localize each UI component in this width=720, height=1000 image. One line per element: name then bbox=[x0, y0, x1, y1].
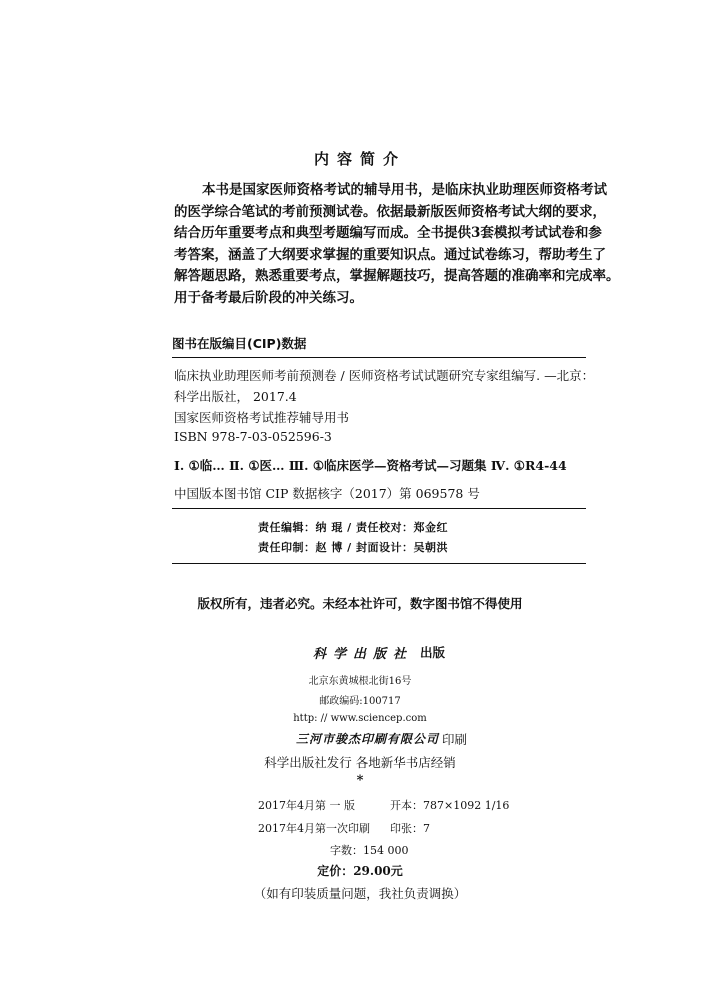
publisher-suffix: 出版 bbox=[420, 645, 446, 660]
spec-printing: 2017年4月第一次印刷 bbox=[258, 822, 370, 835]
publisher-address: 北京东黄城根北街16号 bbox=[308, 676, 412, 687]
spec-sheets: 印张：7 bbox=[390, 822, 430, 835]
spec-words: 字数：154 000 bbox=[330, 844, 409, 857]
summary-line: 本书是国家医师资格考试的辅导用书，是临床执业助理医师资格考试 bbox=[202, 182, 607, 198]
cip-classification: Ⅰ. ①临… Ⅱ. ①医… Ⅲ. ①临床医学—资格考试—习题集 Ⅳ. ①R4-44 bbox=[174, 458, 567, 473]
publisher-website: http: // www.sciencep.com bbox=[293, 713, 427, 724]
cip-heading: 图书在版编目(CIP)数据 bbox=[172, 336, 307, 351]
staff-line: 责任编辑：纳 琨 / 责任校对：郑金红 bbox=[258, 521, 449, 534]
divider bbox=[172, 563, 586, 564]
cip-isbn: ISBN 978-7-03-052596-3 bbox=[174, 429, 332, 444]
summary-line: 解答题思路，熟悉重要考点，掌握解题技巧，提高答题的准确率和完成率。 bbox=[174, 268, 620, 284]
spec-format: 开本：787×1092 1/16 bbox=[390, 799, 510, 812]
printer-suffix: 印刷 bbox=[442, 732, 468, 747]
summary-title: 内容简介 bbox=[313, 150, 406, 168]
summary-body bbox=[174, 180, 620, 309]
summary-line: 考答案，涵盖了大纲要求掌握的重要知识点。通过试卷练习，帮助考生了 bbox=[174, 246, 606, 263]
cip-record: 中国版本图书馆 CIP 数据核字（2017）第 069578 号 bbox=[174, 486, 480, 501]
spec-edition: 2017年4月第 一 版 bbox=[258, 799, 355, 812]
printer-name: 三河市骏杰印刷有限公司 bbox=[296, 732, 440, 746]
divider bbox=[172, 508, 586, 509]
quality-notice: （如有印装质量问题，我社负责调换） bbox=[253, 886, 467, 901]
summary-line: 用于备考最后阶段的冲关练习。 bbox=[174, 289, 363, 306]
separator-star: * bbox=[356, 773, 364, 788]
cip-line: 科学出版社， 2017.4 bbox=[174, 389, 297, 404]
summary-line: 结合历年重要考点和典型考题编写而成。全书提供3套模拟考试试卷和参 bbox=[174, 225, 602, 241]
staff-line: 责任印制：赵 博 / 封面设计：吴朝洪 bbox=[258, 541, 449, 554]
price: 定价：29.00元 bbox=[317, 864, 403, 878]
cip-line: 临床执业助理医师考前预测卷 / 医师资格考试试题研究专家组编写. —北京： bbox=[174, 368, 595, 383]
publisher-name: 科学出版社 bbox=[313, 647, 414, 662]
distribution: 科学出版社发行 各地新华书店经销 bbox=[264, 755, 456, 770]
divider bbox=[172, 357, 586, 358]
publisher-postcode: 邮政编码:100717 bbox=[319, 696, 401, 707]
copyright-notice: 版权所有，违者必究。未经本社许可，数字图书馆不得使用 bbox=[197, 596, 523, 611]
cip-line: 国家医师资格考试推荐辅导用书 bbox=[174, 410, 350, 425]
summary-line: 的医学综合笔试的考前预测试卷。依据最新版医师资格考试大纲的要求， bbox=[174, 203, 606, 220]
